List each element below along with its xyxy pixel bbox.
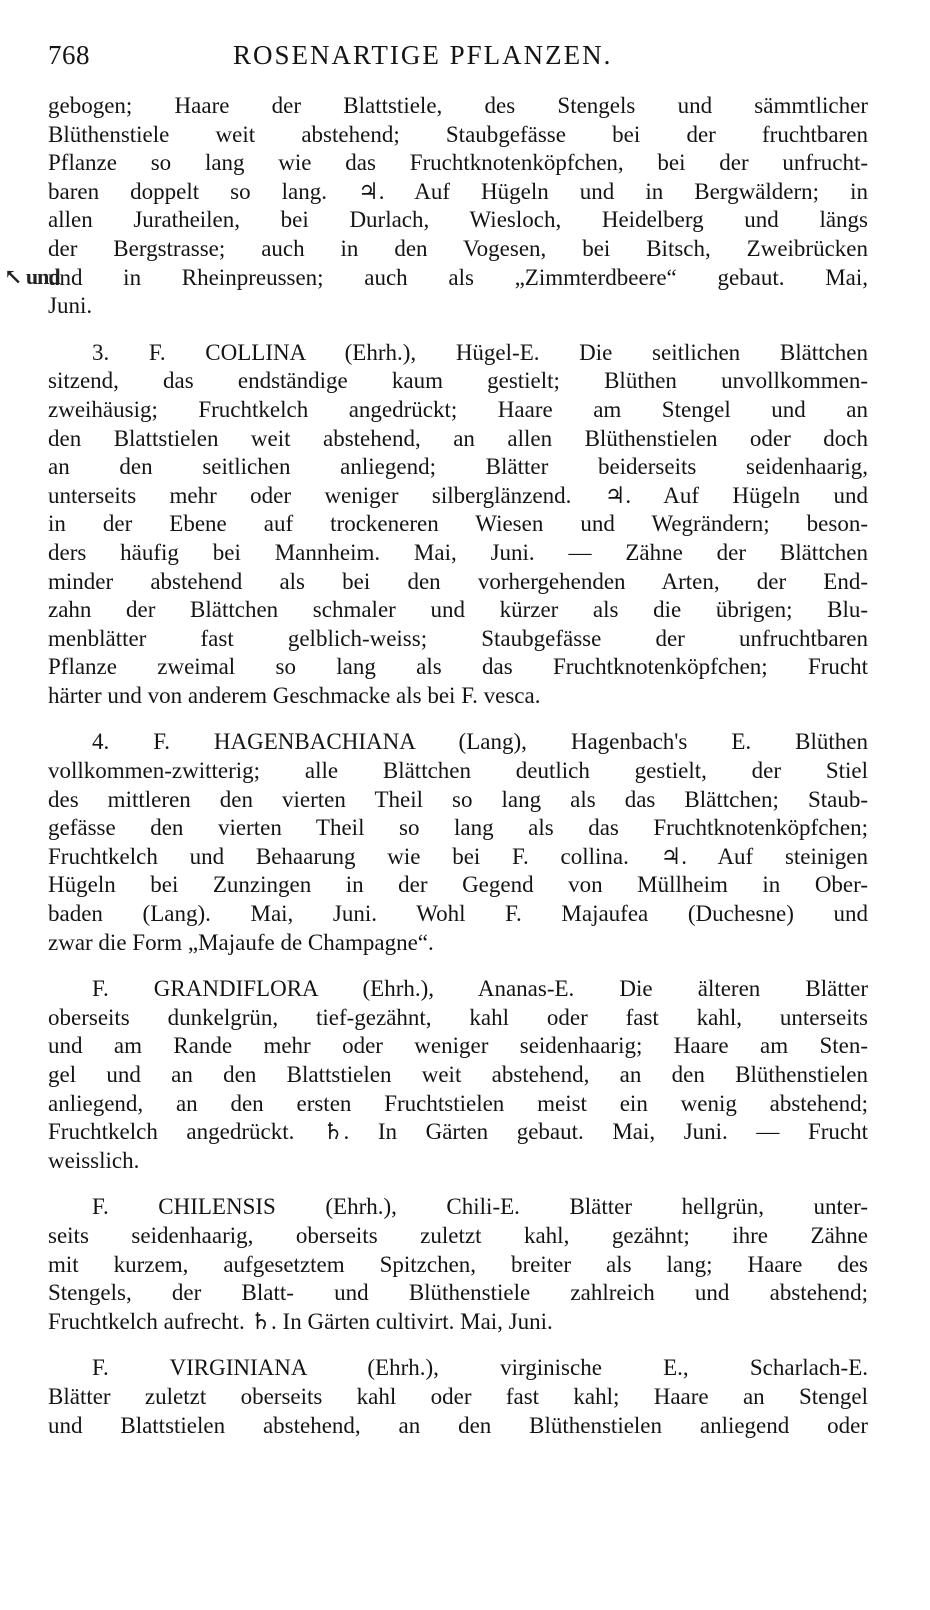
text-line: Fruchtkelch und Behaarung wie bei F. collina. ♃. Auf steinigen: [48, 843, 868, 869]
text-line: ders häufig bei Mannheim. Mai, Juni. — Zähne der Blättchen: [48, 539, 868, 565]
text-line: unterseits mehr oder weniger silberglänzend. ♃. Auf Hügeln und: [48, 482, 868, 508]
text-line: an den seitlichen anliegend; Blätter beiderseits seidenhaarig,: [48, 454, 868, 480]
text-line: gefässe den vierten Theil so lang als das Fruchtknotenköpfchen;: [48, 815, 868, 841]
text-line: Stengels, der Blatt- und Blüthenstiele zahlreich und abstehend;: [48, 1280, 868, 1306]
text-line: F. VIRGINIANA (Ehrh.), virginische E., Scharlach-E.: [92, 1355, 868, 1381]
text-line: seits seidenhaarig, oberseits zuletzt kahl, gezähnt; ihre Zähne: [48, 1222, 868, 1248]
text-line: F. CHILENSIS (Ehrh.), Chili-E. Blätter hellgrün, unter-: [92, 1194, 868, 1220]
text-line: anliegend, an den ersten Fruchtstielen meist ein wenig abstehend;: [48, 1090, 868, 1116]
text-line: menblätter fast gelblich-weiss; Staubgefässe der unfruchtbaren: [48, 625, 868, 651]
running-head: [48, 40, 868, 92]
text-line: und am Rande mehr oder weniger seidenhaarig; Haare am Sten-: [48, 1033, 868, 1059]
text-line: Pflanze zweimal so lang als das Fruchtknotenköpfchen; Frucht: [48, 654, 868, 680]
text-line: minder abstehend als bei den vorhergehenden Arten, der End-: [48, 568, 868, 594]
text-line: 3. F. COLLINA (Ehrh.), Hügel-E. Die seitlichen Blättchen: [92, 339, 868, 365]
text-line: in der Ebene auf trockeneren Wiesen und Wegrändern; beson-: [48, 511, 868, 537]
text-line: den Blattstielen weit abstehend, an allen Blüthenstielen oder doch: [48, 425, 868, 451]
text-line: zahn der Blättchen schmaler und kürzer als die übrigen; Blu-: [48, 597, 868, 623]
text-line: 4. F. HAGENBACHIANA (Lang), Hagenbach's E. Blüthen: [92, 729, 868, 755]
paragraph-grandiflora: [48, 975, 868, 1175]
text-line: gebogen; Haare der Blattstiele, des Stengels und sämmtlicher: [48, 93, 868, 118]
text-line: baren doppelt so lang. ♃. Auf Hügeln und in Bergwäldern; in: [48, 178, 868, 204]
text-line: mit kurzem, aufgesetztem Spitzchen, breiter als lang; Haare des: [48, 1251, 868, 1277]
text-line: baden (Lang). Mai, Juni. Wohl F. Majaufea (Duchesne) und: [48, 901, 868, 927]
text-line: zwar die Form „Majaufe de Champagne“.: [48, 929, 434, 955]
text-body: [4, 92, 868, 1440]
book-page: [4, 40, 868, 1440]
paragraph-collina: [48, 339, 868, 711]
text-line: Pflanze so lang wie das Fruchtknotenköpfchen, bei der unfrucht-: [48, 150, 868, 176]
text-line: Juni.: [48, 293, 93, 319]
text-line: des mittleren den vierten Theil so lang als das Blättchen; Staub-: [48, 786, 868, 812]
paragraph-chilensis: [48, 1193, 868, 1336]
text-line: und in Rheinpreussen; auch als „Zimmterdbeere“ gebaut. Mai,: [48, 264, 868, 290]
text-line: der Bergstrasse; auch in den Vogesen, bei Bitsch, Zweibrücken: [48, 235, 868, 261]
text-line: allen Juratheilen, bei Durlach, Wiesloch, Heidelberg und längs: [48, 207, 868, 233]
text-line: oberseits dunkelgrün, tief-gezähnt, kahl oder fast kahl, unterseits: [48, 1004, 868, 1030]
text-line: Fruchtkelch angedrückt. ♄. In Gärten gebaut. Mai, Juni. — Frucht: [48, 1119, 868, 1145]
text-line: vollkommen-zwitterig; alle Blättchen deutlich gestielt, der Stiel: [48, 758, 868, 784]
text-line: Fruchtkelch aufrecht. ♄. In Gärten cultivirt. Mai, Juni.: [48, 1308, 553, 1334]
handwritten-marginal-note: ↖ und: [4, 264, 60, 289]
paragraph-hagenbachiana: [48, 728, 868, 957]
page-number: 768: [48, 40, 90, 70]
text-line: zweihäusig; Fruchtkelch angedrückt; Haare am Stengel und an: [48, 396, 868, 422]
text-line: F. GRANDIFLORA (Ehrh.), Ananas-E. Die älteren Blätter: [92, 976, 868, 1002]
text-line: Blätter zuletzt oberseits kahl oder fast kahl; Haare an Stengel: [48, 1383, 868, 1409]
text-line: Blüthenstiele weit abstehend; Staubgefässe bei der fruchtbaren: [48, 121, 868, 147]
text-line: härter und von anderem Geschmacke als bei F. vesca.: [48, 682, 541, 708]
text-line: Hügeln bei Zunzingen in der Gegend von Müllheim in Ober-: [48, 872, 868, 898]
text-line: sitzend, das endständige kaum gestielt; Blüthen unvollkommen-: [48, 368, 868, 394]
paragraph-virginiana: [48, 1354, 868, 1440]
text-line: weisslich.: [48, 1147, 140, 1173]
paragraph-vesca-continued: [48, 92, 868, 321]
text-line: und Blattstielen abstehend, an den Blüthenstielen anliegend oder: [48, 1412, 868, 1438]
running-title: ROSENARTIGE PFLANZEN.: [233, 40, 613, 70]
text-line: gel und an den Blattstielen weit abstehend, an den Blüthenstielen: [48, 1062, 868, 1087]
